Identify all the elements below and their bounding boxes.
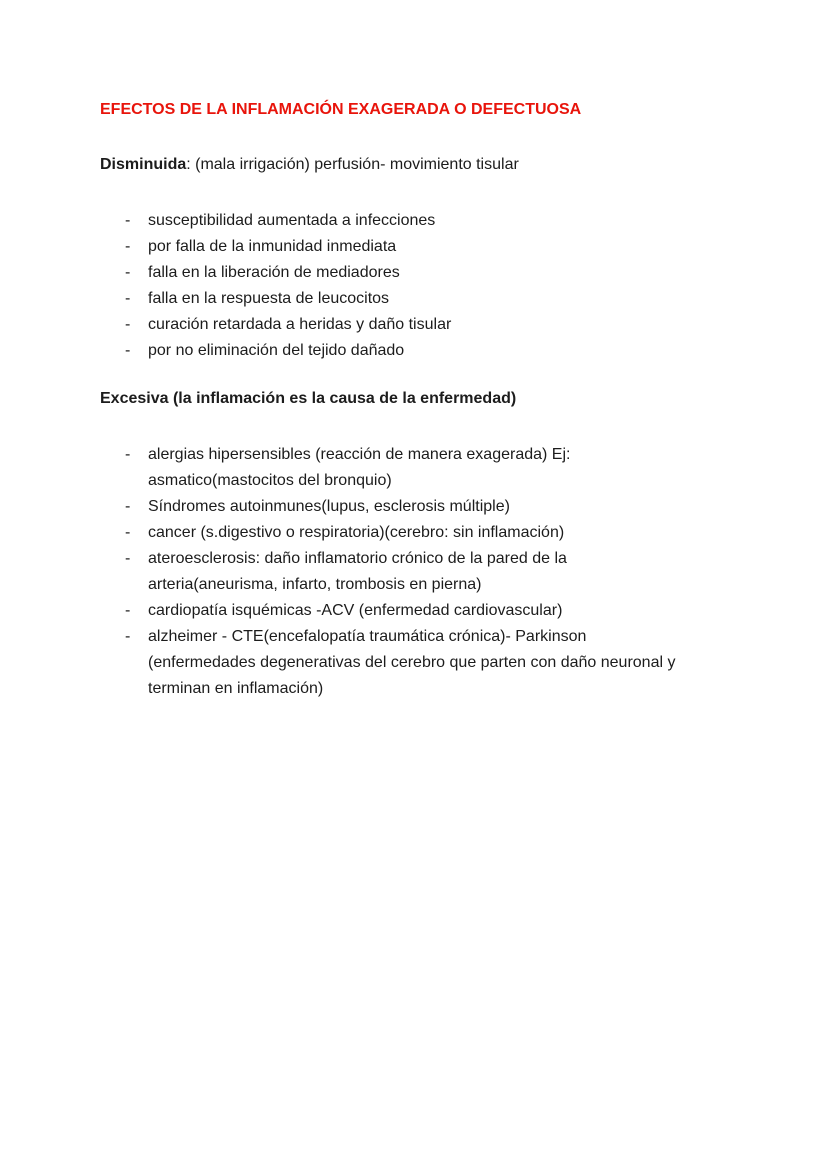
list-item bbox=[125, 338, 710, 364]
dash-bullet: - bbox=[125, 628, 131, 645]
list-item bbox=[125, 260, 710, 286]
list-item bbox=[125, 286, 710, 312]
list-item-text: alzheimer - CTE(encefalopatía traumática crónica)- Parkinson (enfermedades degenerativas del cerebro que parten con daño neuronal y terminan en inflamación) bbox=[148, 628, 676, 697]
dash-bullet: - bbox=[125, 316, 131, 333]
disminuida-list bbox=[125, 208, 710, 364]
dash-bullet: - bbox=[125, 602, 131, 619]
dash-bullet: - bbox=[125, 524, 131, 541]
list-item bbox=[125, 234, 710, 260]
list-item-text: por falla de la inmunidad inmediata bbox=[148, 238, 397, 255]
excesiva-list bbox=[125, 442, 710, 702]
dash-bullet: - bbox=[125, 264, 131, 281]
dash-bullet: - bbox=[125, 238, 131, 255]
list-item bbox=[125, 520, 710, 546]
list-item bbox=[125, 442, 710, 494]
list-item bbox=[125, 208, 710, 234]
list-item-text: cancer (s.digestivo o respiratoria)(cerebro: sin inflamación) bbox=[148, 524, 565, 541]
list-item bbox=[125, 624, 710, 702]
disminuida-intro bbox=[100, 152, 710, 178]
list-item-text: susceptibilidad aumentada a infecciones bbox=[148, 212, 436, 229]
dash-bullet: - bbox=[125, 498, 131, 515]
list-item-text: falla en la liberación de mediadores bbox=[148, 264, 400, 281]
dash-bullet: - bbox=[125, 446, 131, 463]
dash-bullet: - bbox=[125, 212, 131, 229]
list-item bbox=[125, 598, 710, 624]
list-item-text: por no eliminación del tejido dañado bbox=[148, 342, 405, 359]
list-item-text: ateroesclerosis: daño inflamatorio crónico de la pared de la arteria(aneurisma, infarto, trombosis en pierna) bbox=[148, 550, 567, 593]
disminuida-intro-text: : (mala irrigación) perfusión- movimiento tisular bbox=[186, 156, 519, 173]
excesiva-heading: Excesiva (la inflamación es la causa de la enfermedad) bbox=[100, 390, 517, 407]
list-item bbox=[125, 312, 710, 338]
list-item-text: alergias hipersensibles (reacción de manera exagerada) Ej: asmatico(mastocitos del bronquio) bbox=[148, 446, 571, 489]
list-item-text: Síndromes autoinmunes(lupus, esclerosis múltiple) bbox=[148, 498, 510, 515]
dash-bullet: - bbox=[125, 290, 131, 307]
list-item-text: curación retardada a heridas y daño tisular bbox=[148, 316, 452, 333]
list-item bbox=[125, 494, 710, 520]
list-item bbox=[125, 546, 710, 598]
list-item-text: falla en la respuesta de leucocitos bbox=[148, 290, 390, 307]
dash-bullet: - bbox=[125, 342, 131, 359]
document-title: EFECTOS DE LA INFLAMACIÓN EXAGERADA O DEFECTUOSA bbox=[100, 101, 582, 118]
list-item-text: cardiopatía isquémicas -ACV (enfermedad cardiovascular) bbox=[148, 602, 563, 619]
disminuida-label: Disminuida bbox=[100, 156, 187, 173]
dash-bullet: - bbox=[125, 550, 131, 567]
